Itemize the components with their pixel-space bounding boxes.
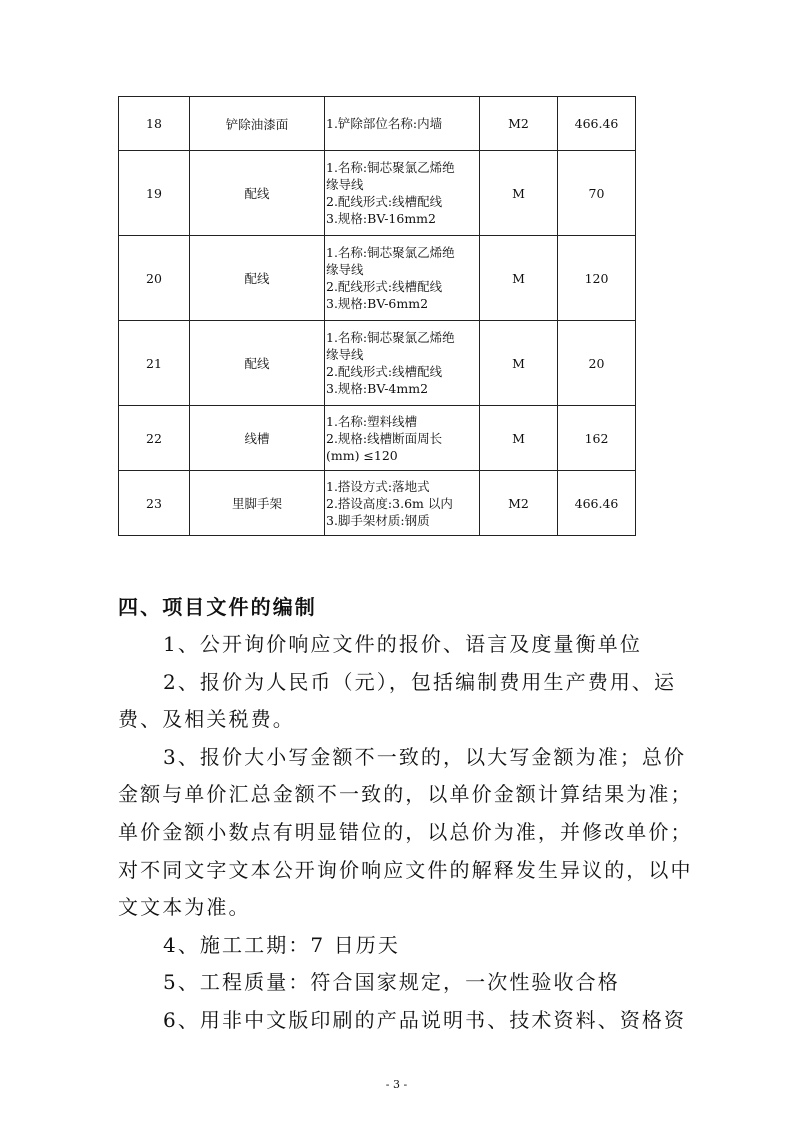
paragraph-line: 对不同文字文本公开询价响应文件的解释发生异议的，以中 bbox=[118, 857, 693, 882]
item-number: 23 bbox=[119, 471, 190, 536]
paragraph-line: 5、工程质量：符合国家规定，一次性验收合格 bbox=[163, 970, 620, 995]
item-unit: M2 bbox=[480, 97, 558, 151]
paragraph-line: 2、报价为人民币（元），包括编制费用生产费用、运 bbox=[163, 669, 677, 694]
spec-line: 缘导线 bbox=[326, 177, 364, 192]
paragraph-line: 1、公开询价响应文件的报价、语言及度量衡单位 bbox=[163, 632, 642, 656]
item-unit: M bbox=[480, 321, 558, 406]
item-spec bbox=[325, 321, 480, 406]
item-quantity: 162 bbox=[558, 406, 636, 471]
item-number: 18 bbox=[119, 97, 190, 151]
spec-line: 2.配线形式:线槽配线 bbox=[326, 194, 443, 209]
paragraph-line: 费、及相关税费。 bbox=[118, 707, 295, 732]
bill-of-quantities-table bbox=[118, 96, 636, 536]
spec-line: 1.名称:铜芯聚氯乙烯绝 bbox=[326, 160, 455, 175]
item-number: 20 bbox=[119, 236, 190, 321]
spec-line: 3.规格:BV-6mm2 bbox=[326, 296, 429, 311]
item-quantity: 466.46 bbox=[558, 471, 636, 536]
item-quantity: 70 bbox=[558, 151, 636, 236]
item-spec bbox=[325, 97, 480, 151]
item-name: 铲除油漆面 bbox=[190, 97, 325, 151]
item-spec bbox=[325, 236, 480, 321]
spec-line: 1.名称:铜芯聚氯乙烯绝 bbox=[326, 245, 455, 260]
table-row bbox=[119, 236, 636, 321]
item-unit: M bbox=[480, 151, 558, 236]
spec-line: 1.搭设方式:落地式 bbox=[326, 478, 430, 494]
paragraph-line: 文文本为准。 bbox=[118, 895, 251, 920]
paragraph-line: 金额与单价汇总金额不一致的，以单价金额计算结果为准； bbox=[118, 782, 693, 807]
spec-line: 2.规格:线槽断面周长 bbox=[326, 430, 443, 446]
table-row bbox=[119, 321, 636, 406]
item-quantity: 20 bbox=[558, 321, 636, 406]
spec-line: 3.规格:BV-4mm2 bbox=[326, 381, 429, 396]
table-row bbox=[119, 471, 636, 536]
spec-line: 1.铲除部位名称:内墙 bbox=[326, 116, 443, 131]
spec-line: 2.搭设高度:3.6m 以内 bbox=[326, 495, 453, 511]
item-spec bbox=[325, 471, 480, 536]
spec-line: 2.配线形式:线槽配线 bbox=[326, 279, 443, 294]
item-unit: M bbox=[480, 236, 558, 321]
paragraph-line: 4、施工工期：7 日历天 bbox=[163, 932, 401, 957]
item-quantity: 466.46 bbox=[558, 97, 636, 151]
section-heading: 四、项目文件的编制 bbox=[118, 595, 317, 619]
table-row bbox=[119, 151, 636, 236]
page-number: - 3 - bbox=[385, 1078, 408, 1091]
spec-line: 缘导线 bbox=[326, 262, 364, 277]
paragraph-line: 3、报价大小写金额不一致的，以大写金额为准；总价 bbox=[163, 744, 687, 769]
item-name: 配线 bbox=[190, 321, 325, 406]
paragraph-line: 单价金额小数点有明显错位的，以总价为准，并修改单价； bbox=[118, 820, 693, 844]
spec-line: 1.名称:铜芯聚氯乙烯绝 bbox=[326, 330, 455, 345]
spec-line: (mm) ≤120 bbox=[326, 447, 398, 463]
item-name: 里脚手架 bbox=[190, 471, 325, 536]
item-unit: M2 bbox=[480, 471, 558, 536]
item-number: 19 bbox=[119, 151, 190, 236]
spec-line: 2.配线形式:线槽配线 bbox=[326, 364, 443, 379]
paragraph-line: 6、用非中文版印刷的产品说明书、技术资料、资格资 bbox=[163, 1008, 687, 1032]
spec-line: 3.脚手架材质:钢质 bbox=[326, 512, 430, 528]
item-unit: M bbox=[480, 406, 558, 471]
item-name: 线槽 bbox=[190, 406, 325, 471]
item-spec bbox=[325, 406, 480, 471]
item-name: 配线 bbox=[190, 236, 325, 321]
item-name: 配线 bbox=[190, 151, 325, 236]
table-row bbox=[119, 406, 636, 471]
item-spec bbox=[325, 151, 480, 236]
item-quantity: 120 bbox=[558, 236, 636, 321]
spec-line: 缘导线 bbox=[326, 347, 364, 362]
table-row bbox=[119, 97, 636, 151]
spec-line: 3.规格:BV-16mm2 bbox=[326, 211, 436, 226]
item-number: 22 bbox=[119, 406, 190, 471]
item-number: 21 bbox=[119, 321, 190, 406]
spec-line: 1.名称:塑料线槽 bbox=[326, 413, 418, 429]
